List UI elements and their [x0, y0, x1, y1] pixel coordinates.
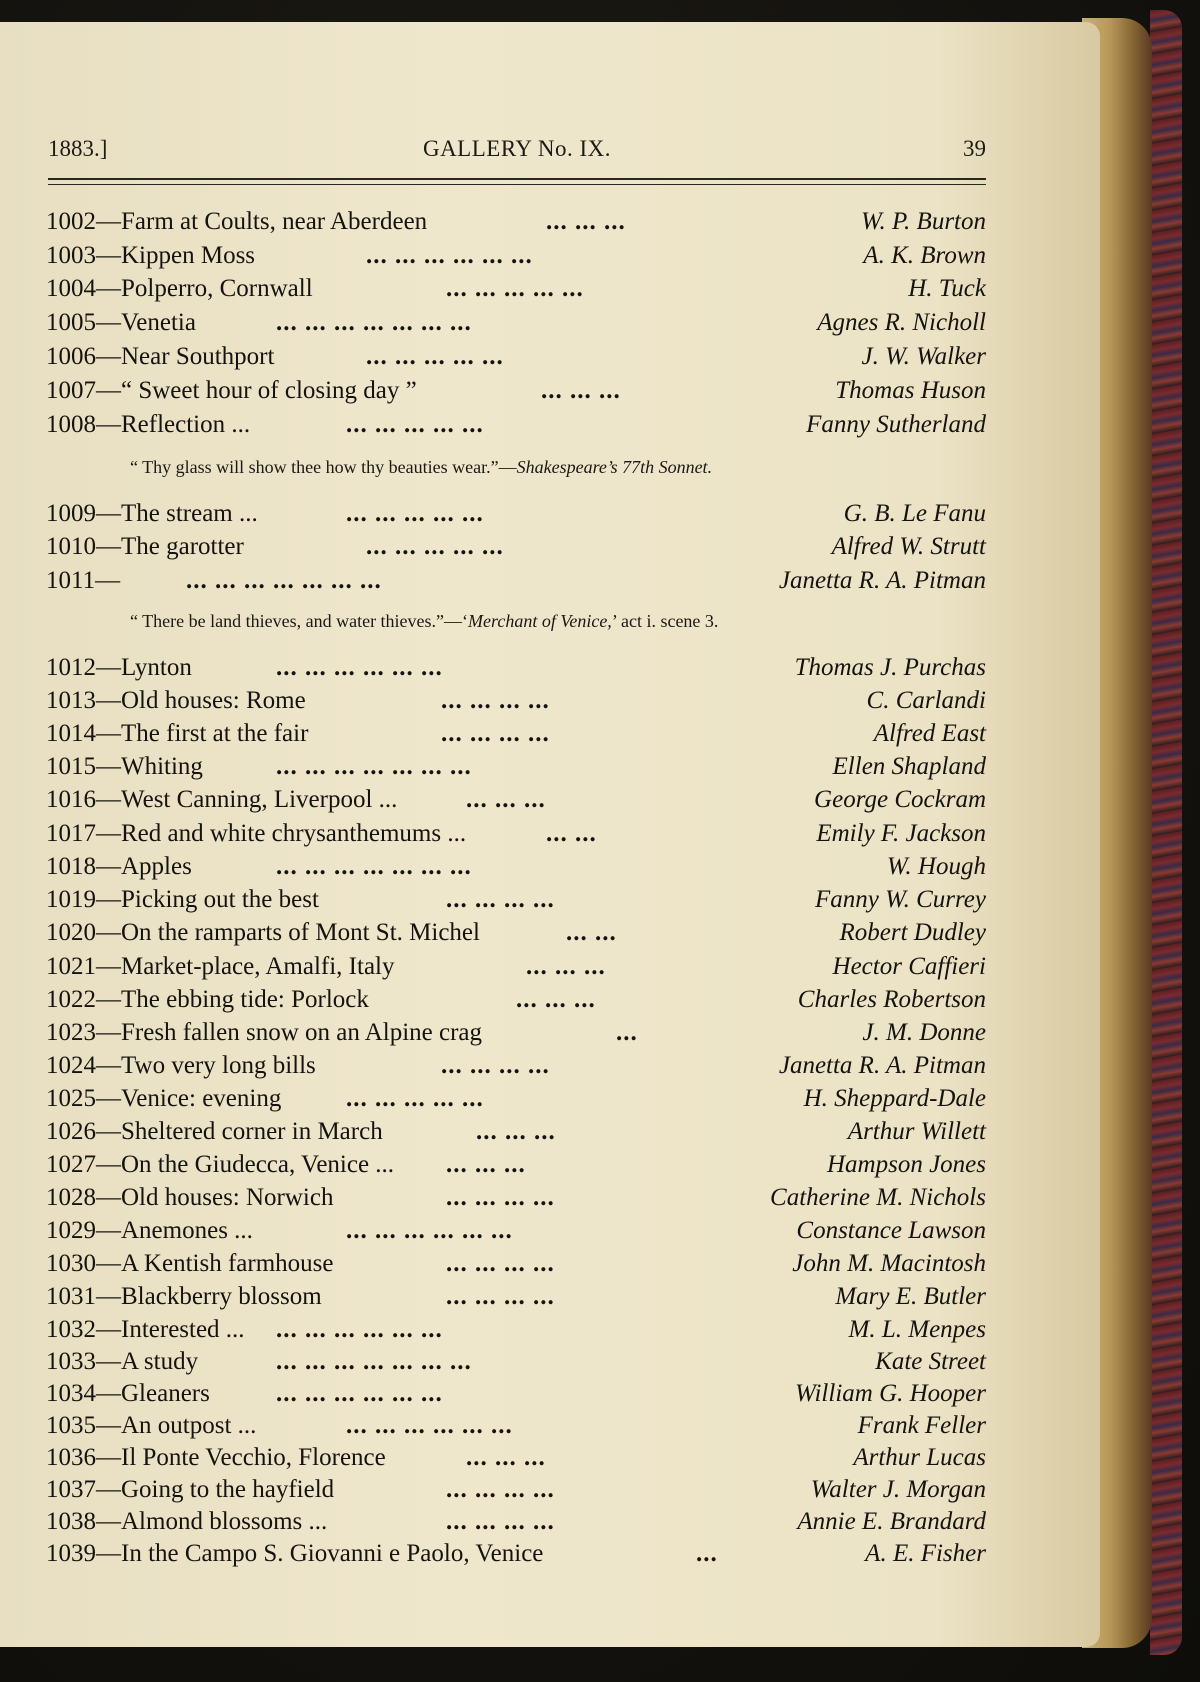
- entry-artist: J. M. Donne: [862, 1019, 986, 1046]
- entry-title: 1013—Old houses: Rome: [46, 687, 306, 714]
- entry-title: 1023—Fresh fallen snow on an Alpine crag: [46, 1019, 483, 1046]
- header-year: 1883.]: [48, 136, 108, 161]
- entry-leader-dots: ... ... ... ...: [446, 1184, 555, 1211]
- marbled-page-edge: [1150, 10, 1182, 1655]
- entry-leader-dots: ...: [696, 1540, 718, 1567]
- catalogue-entry: [46, 784, 986, 816]
- quote-text: “ There be land thieves, and water thieves.”—‘: [130, 611, 469, 631]
- entry-artist: Catherine M. Nichols: [770, 1184, 986, 1211]
- entry-artist: H. Tuck: [908, 275, 986, 302]
- entry-title: 1039—In the Campo S. Giovanni e Paolo, Venice: [46, 1540, 544, 1567]
- entry-artist: Kate Street: [875, 1348, 986, 1375]
- entry-artist: M. L. Menpes: [848, 1316, 986, 1343]
- entry-leader-dots: ... ... ... ... ... ...: [276, 1380, 443, 1407]
- entry-leader-dots: ... ... ... ... ... ...: [366, 242, 533, 269]
- entry-title: 1006—Near Southport: [46, 343, 275, 370]
- catalogue-entry: [46, 951, 986, 983]
- entry-artist: Arthur Willett: [847, 1118, 986, 1145]
- entry-title: 1034—Gleaners: [46, 1380, 210, 1407]
- entry-artist: Ellen Shapland: [832, 753, 986, 780]
- catalogue-entry: [46, 851, 986, 883]
- entry-leader-dots: ... ... ... ... ... ... ...: [276, 753, 472, 780]
- entry-artist: William G. Hooper: [795, 1380, 986, 1407]
- entry-leader-dots: ... ... ... ... ... ... ...: [276, 309, 472, 336]
- entry-leader-dots: ... ... ...: [541, 377, 621, 404]
- entry-title: 1020—On the ramparts of Mont St. Michel: [46, 919, 480, 946]
- entry-leader-dots: ... ... ... ... ...: [346, 411, 484, 438]
- entry-title: 1025—Venice: evening: [46, 1085, 282, 1112]
- entry-artist: Thomas Huson: [835, 377, 986, 404]
- entry-title: 1003—Kippen Moss: [46, 242, 256, 269]
- entry-leader-dots: ...: [616, 1019, 638, 1046]
- entry-leader-dots: ... ... ... ...: [446, 1476, 555, 1503]
- entry-title: 1017—Red and white chrysanthemums ...: [46, 820, 467, 847]
- catalogue-entry: [46, 240, 986, 272]
- entry-title: 1008—Reflection ...: [46, 411, 251, 438]
- running-header: [48, 136, 986, 170]
- entry-artist: Hampson Jones: [826, 1151, 986, 1178]
- catalogue-entry: [46, 818, 986, 850]
- entry-leader-dots: ... ... ...: [476, 1118, 556, 1145]
- catalogue-entry: [46, 917, 986, 949]
- entry-leader-dots: ... ... ... ... ...: [366, 343, 504, 370]
- catalogue-entry: [46, 1182, 986, 1214]
- entry-leader-dots: ... ... ... ...: [441, 687, 550, 714]
- entry-title: 1005—Venetia: [46, 309, 196, 336]
- entry-leader-dots: ... ... ... ... ... ... ...: [186, 567, 382, 594]
- entry-leader-dots: ... ... ... ...: [446, 886, 555, 913]
- entry-artist: John M. Macintosh: [792, 1250, 986, 1277]
- catalogue-entry: [46, 307, 986, 339]
- entry-title: 1002—Farm at Coults, near Aberdeen: [46, 208, 428, 235]
- catalogue-entry: [46, 884, 986, 916]
- entry-title: 1022—The ebbing tide: Porlock: [46, 986, 369, 1013]
- entry-title: 1032—Interested ...: [46, 1316, 245, 1343]
- catalogue-entry: [46, 531, 986, 563]
- catalogue-entry: [46, 341, 986, 373]
- entry-leader-dots: ... ... ... ...: [446, 1508, 555, 1535]
- header-rule-thin: [48, 184, 986, 185]
- catalogue-entry: [46, 1050, 986, 1082]
- entry-leader-dots: ... ... ...: [546, 208, 626, 235]
- catalogue-entry: [46, 498, 986, 530]
- entry-leader-dots: ... ... ... ... ... ... ...: [276, 853, 472, 880]
- entry-title: 1037—Going to the hayfield: [46, 1476, 335, 1503]
- entry-artist: Fanny W. Currey: [814, 886, 986, 913]
- entry-title: 1021—Market-place, Amalfi, Italy: [46, 953, 395, 980]
- entry-leader-dots: ... ... ... ... ... ...: [346, 1217, 513, 1244]
- entry-leader-dots: ... ... ... ... ... ...: [276, 1316, 443, 1343]
- entry-artist: Emily F. Jackson: [816, 820, 986, 847]
- catalogue-entry: [46, 1248, 986, 1280]
- entry-leader-dots: ... ... ... ... ... ...: [346, 1412, 513, 1439]
- entry-artist: Walter J. Morgan: [810, 1476, 986, 1503]
- catalogue-entry: [46, 206, 986, 238]
- quote-merchant: [130, 611, 930, 632]
- header-rule-thick: [48, 178, 986, 180]
- entry-artist: Hector Caffieri: [832, 953, 986, 980]
- entry-title: 1012—Lynton: [46, 654, 192, 681]
- catalogue-entry: [46, 1410, 986, 1442]
- catalogue-entry: [46, 1116, 986, 1148]
- header-title: GALLERY No. IX.: [422, 136, 612, 161]
- entry-title: 1009—The stream ...: [46, 500, 258, 527]
- quote-tail: ’ act i. scene 3.: [611, 611, 719, 631]
- entry-title: 1014—The first at the fair: [46, 720, 309, 747]
- quote-source: Merchant of Venice,: [468, 611, 612, 631]
- entry-title: 1024—Two very long bills: [46, 1052, 316, 1079]
- catalogue-entry: [46, 1149, 986, 1181]
- entry-title: 1011—: [46, 567, 121, 594]
- entry-leader-dots: ... ...: [566, 919, 617, 946]
- entry-artist: G. B. Le Fanu: [843, 500, 986, 527]
- entry-title: 1019—Picking out the best: [46, 886, 319, 913]
- entry-leader-dots: ... ... ... ... ...: [346, 1085, 484, 1112]
- catalogue-entry: [46, 1215, 986, 1247]
- catalogue-entry: [46, 751, 986, 783]
- entry-title: 1027—On the Giudecca, Venice ...: [46, 1151, 395, 1178]
- catalogue-entry: [46, 1474, 986, 1506]
- entry-title: 1031—Blackberry blossom: [46, 1283, 322, 1310]
- catalogue-entry: [46, 1506, 986, 1538]
- entry-leader-dots: ... ... ...: [446, 1151, 526, 1178]
- entry-leader-dots: ... ... ... ...: [441, 1052, 550, 1079]
- entry-title: 1016—West Canning, Liverpool ...: [46, 786, 398, 813]
- entry-leader-dots: ... ...: [546, 820, 597, 847]
- entry-artist: Fanny Sutherland: [806, 411, 986, 438]
- catalogue-entry: [46, 1017, 986, 1049]
- entry-leader-dots: ... ... ... ... ... ...: [276, 654, 443, 681]
- entry-leader-dots: ... ... ... ... ...: [366, 533, 504, 560]
- catalogue-entry: [46, 1538, 986, 1570]
- catalogue-entry: [46, 1281, 986, 1313]
- entry-artist: Thomas J. Purchas: [794, 654, 986, 681]
- entry-title: 1036—Il Ponte Vecchio, Florence: [46, 1444, 386, 1471]
- page-number: 39: [963, 136, 986, 161]
- entry-artist: Mary E. Butler: [835, 1283, 986, 1310]
- catalogue-entry: [46, 718, 986, 750]
- entry-title: 1033—A study: [46, 1348, 199, 1375]
- entry-title: 1026—Sheltered corner in March: [46, 1118, 383, 1145]
- entry-artist: Janetta R. A. Pitman: [778, 567, 986, 594]
- catalogue-entry: [46, 984, 986, 1016]
- entry-title: 1035—An outpost ...: [46, 1412, 257, 1439]
- entry-title: 1007—“ Sweet hour of closing day ”: [46, 377, 417, 404]
- entry-title: 1018—Apples: [46, 853, 192, 880]
- entry-title: 1029—Anemones ...: [46, 1217, 253, 1244]
- catalogue-entry: [46, 409, 986, 441]
- entry-leader-dots: ... ... ... ... ... ... ...: [276, 1348, 472, 1375]
- entry-leader-dots: ... ... ...: [516, 986, 596, 1013]
- entry-artist: Annie E. Brandard: [797, 1508, 986, 1535]
- entry-leader-dots: ... ... ... ... ...: [346, 500, 484, 527]
- entry-artist: A. E. Fisher: [865, 1540, 986, 1567]
- entry-title: 1038—Almond blossoms ...: [46, 1508, 328, 1535]
- catalogue-entry: [46, 273, 986, 305]
- catalogue-entry: [46, 375, 986, 407]
- quote-source: Shakespeare’s 77th Sonnet.: [516, 457, 713, 477]
- catalogue-entry: [46, 652, 986, 684]
- entry-title: 1028—Old houses: Norwich: [46, 1184, 334, 1211]
- entry-artist: Constance Lawson: [796, 1217, 986, 1244]
- entry-artist: Janetta R. A. Pitman: [778, 1052, 986, 1079]
- entry-leader-dots: ... ... ... ...: [441, 720, 550, 747]
- catalogue-entry: [46, 1378, 986, 1410]
- entry-title: 1030—A Kentish farmhouse: [46, 1250, 334, 1277]
- catalogue-entry: [46, 1083, 986, 1115]
- entry-leader-dots: ... ... ...: [526, 953, 606, 980]
- entry-artist: Arthur Lucas: [853, 1444, 986, 1471]
- entry-artist: Charles Robertson: [797, 986, 986, 1013]
- entry-artist: Robert Dudley: [839, 919, 986, 946]
- quote-sonnet: [130, 457, 930, 478]
- entry-leader-dots: ... ... ... ...: [446, 1283, 555, 1310]
- catalogue-entry: [46, 1442, 986, 1474]
- entry-artist: A. K. Brown: [863, 242, 986, 269]
- entry-leader-dots: ... ... ... ... ...: [446, 275, 584, 302]
- entry-artist: J. W. Walker: [861, 343, 986, 370]
- entry-artist: Alfred W. Strutt: [831, 533, 986, 560]
- entry-artist: Agnes R. Nicholl: [817, 309, 986, 336]
- entry-artist: George Cockram: [814, 786, 986, 813]
- catalogue-entry: [46, 1314, 986, 1346]
- quote-text: “ Thy glass will show thee how thy beauties wear.”—: [130, 457, 517, 477]
- entry-leader-dots: ... ... ...: [466, 786, 546, 813]
- entry-leader-dots: ... ... ...: [466, 1444, 546, 1471]
- entry-title: 1015—Whiting: [46, 753, 203, 780]
- entry-title: 1010—The garotter: [46, 533, 244, 560]
- catalogue-entry: [46, 1346, 986, 1378]
- catalogue-entry: [46, 565, 986, 597]
- entry-leader-dots: ... ... ... ...: [446, 1250, 555, 1277]
- entry-artist: W. P. Burton: [860, 208, 986, 235]
- entry-artist: W. Hough: [886, 853, 986, 880]
- entry-title: 1004—Polperro, Cornwall: [46, 275, 313, 302]
- entry-artist: Frank Feller: [857, 1412, 986, 1439]
- entry-artist: Alfred East: [873, 720, 986, 747]
- catalogue-entry: [46, 685, 986, 717]
- entry-artist: H. Sheppard-Dale: [803, 1085, 986, 1112]
- entry-artist: C. Carlandi: [866, 687, 986, 714]
